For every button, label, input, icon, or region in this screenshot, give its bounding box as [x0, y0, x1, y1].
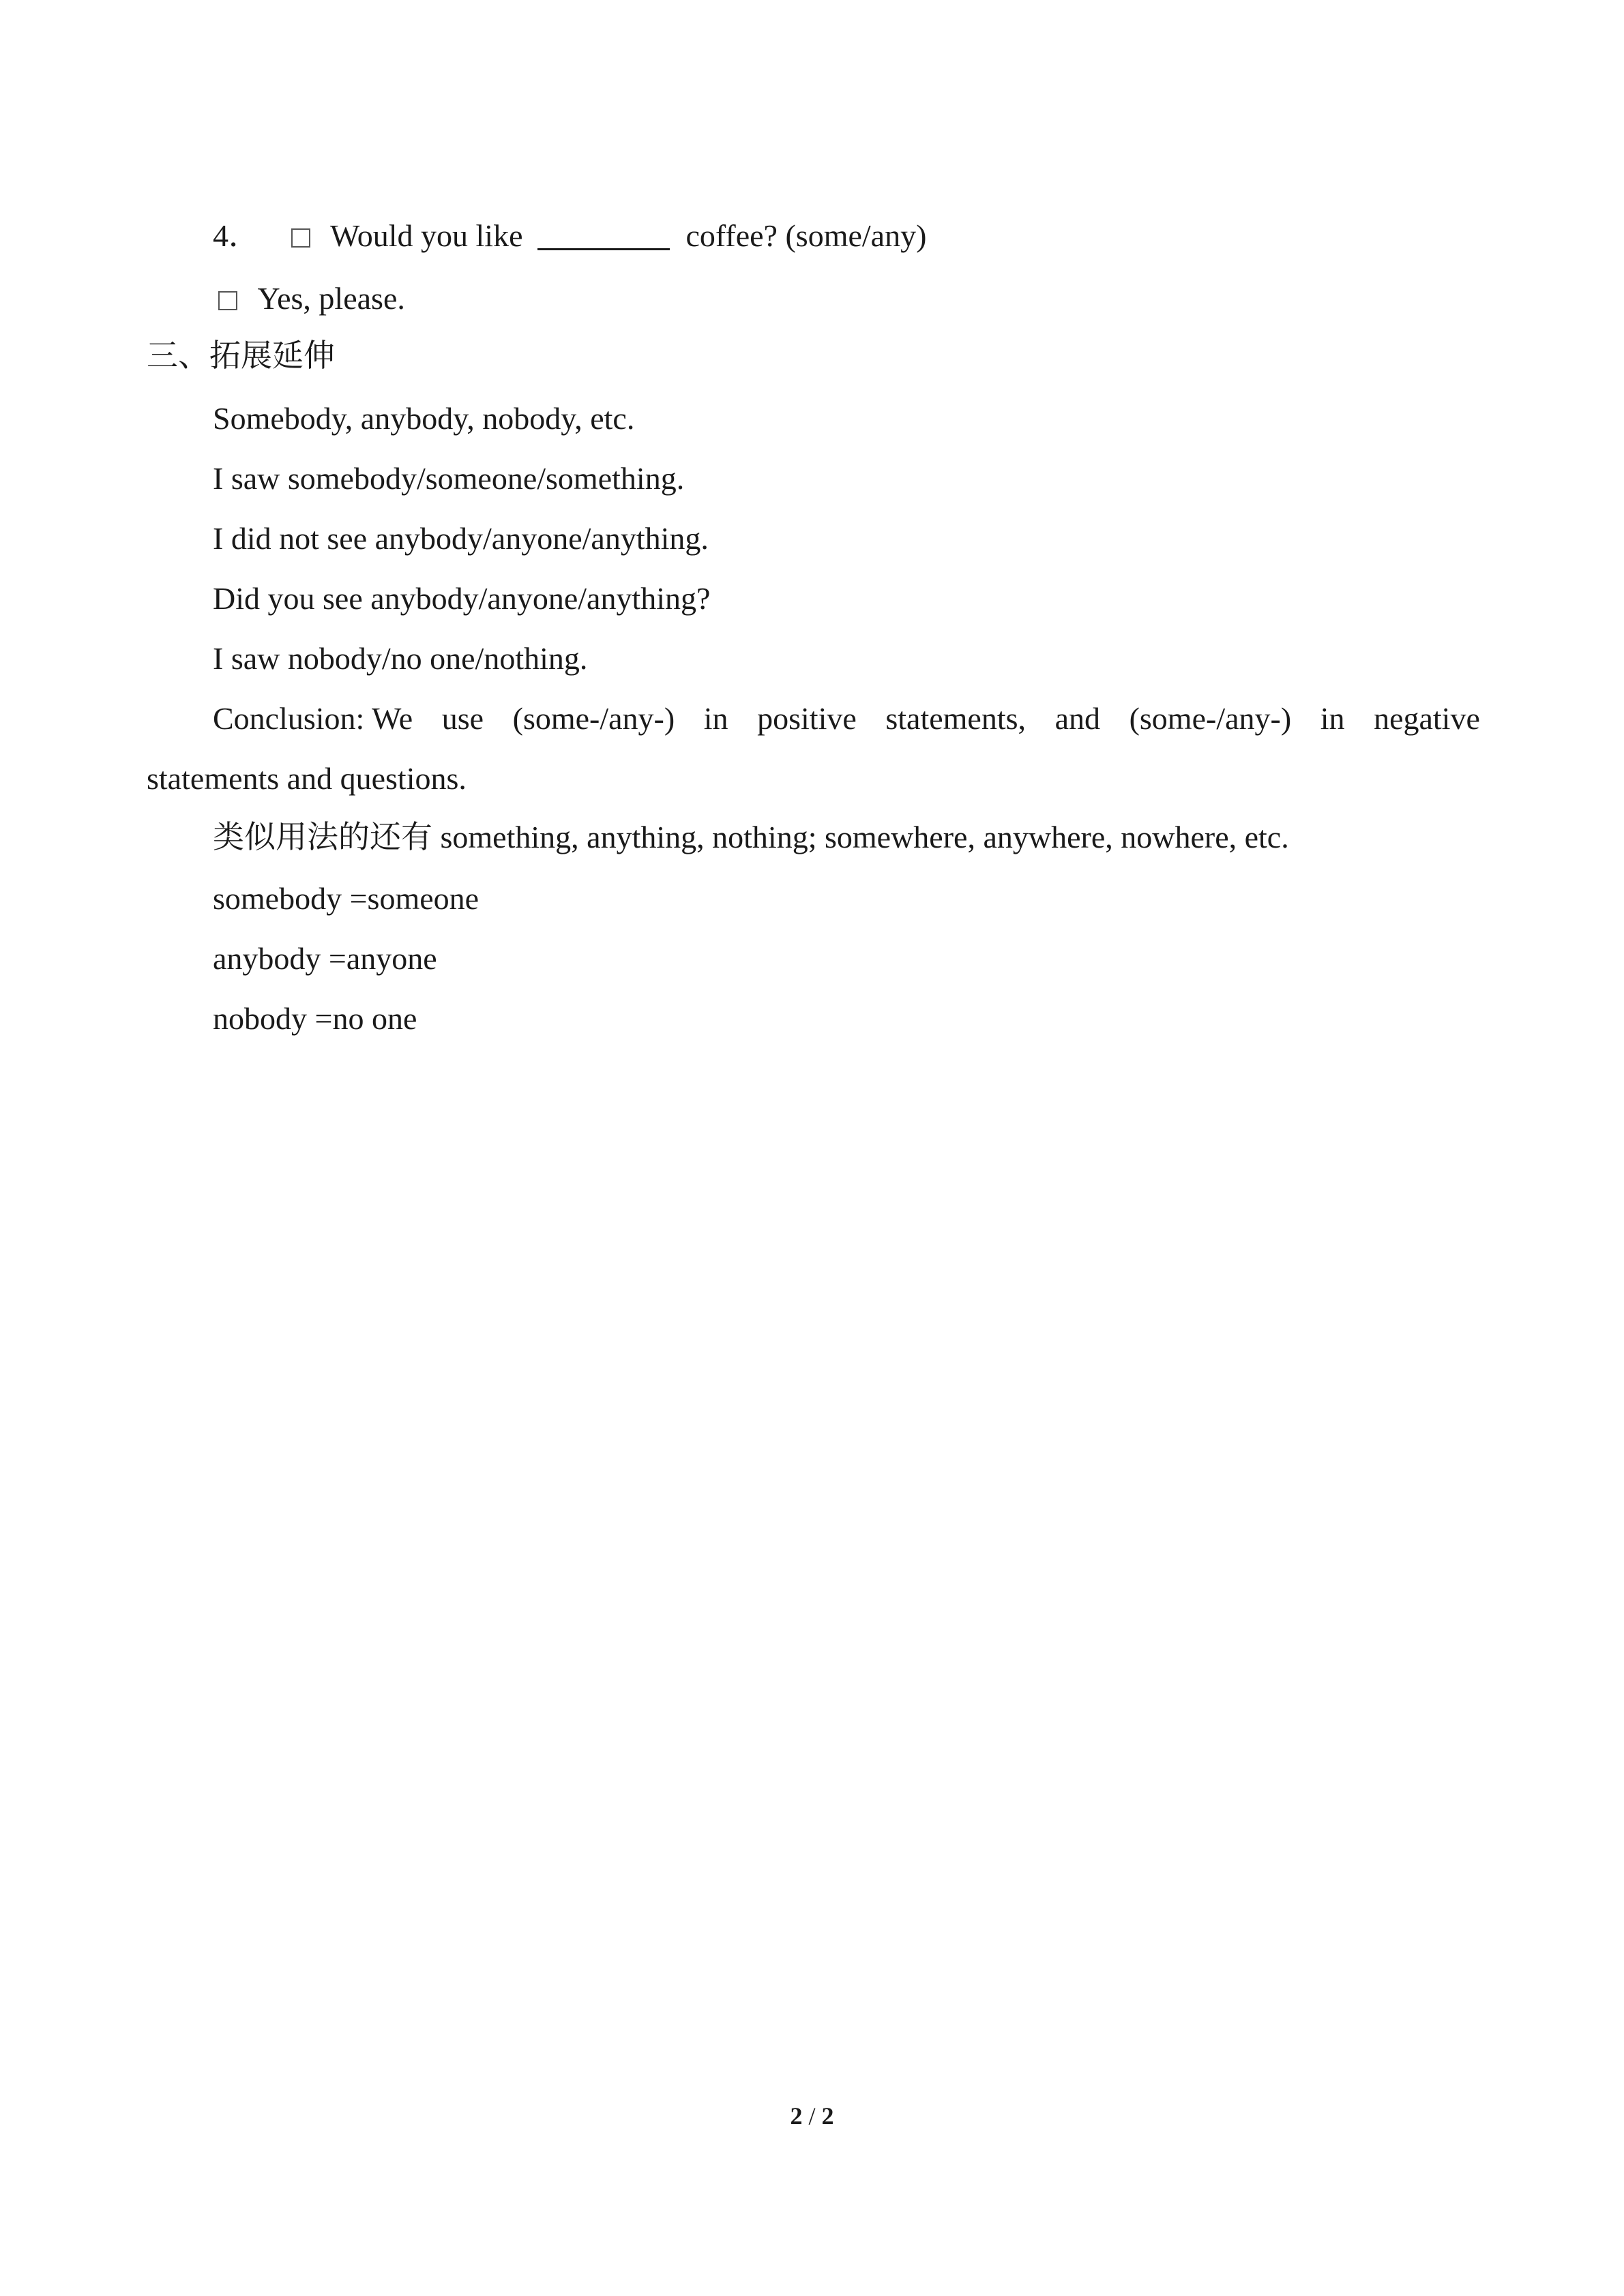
conclusion-continuation: statements and questions.	[147, 761, 467, 796]
speaker-box-icon	[291, 228, 310, 248]
example-line: I saw somebody/someone/something.	[213, 461, 685, 496]
similar-usage-line: 类似用法的还有 something, anything, nothing; somewhere, anywhere, nowhere, etc.	[213, 820, 1289, 854]
total-pages: 2	[821, 2102, 834, 2130]
equivalence-line: anybody =anyone	[213, 941, 437, 976]
answer-blank	[537, 221, 670, 250]
example-line: I did not see anybody/anyone/anything.	[213, 521, 709, 556]
conclusion-word: statements,	[885, 701, 1027, 736]
conclusion-word: positive	[757, 701, 857, 736]
section-heading: 三、拓展延伸	[147, 338, 335, 373]
conclusion-word: in	[1320, 701, 1345, 736]
example-line: Somebody, anybody, nobody, etc.	[213, 401, 635, 436]
page-number	[0, 2102, 1624, 2130]
example-line: I saw nobody/no one/nothing.	[213, 641, 588, 676]
conclusion-word: and	[1054, 701, 1101, 736]
conclusion-word: (some-/any-)	[512, 701, 675, 736]
equivalence-line: somebody =someone	[213, 881, 479, 916]
equivalence-line: nobody =no one	[213, 1001, 417, 1036]
question-prompt-start: Would you like	[330, 218, 523, 253]
speaker-box-icon	[218, 291, 237, 310]
conclusion-line	[213, 700, 1480, 738]
conclusion-word: negative	[1374, 701, 1480, 736]
conclusion-word: use	[441, 701, 484, 736]
question-4-response	[213, 280, 405, 318]
question-number: 4．	[213, 218, 260, 253]
question-prompt-end: coffee? (some/any)	[685, 218, 927, 253]
conclusion-word: (some-/any-)	[1129, 701, 1292, 736]
conclusion-word: in	[703, 701, 728, 736]
page-separator: /	[808, 2102, 816, 2130]
response-text: Yes, please.	[257, 281, 405, 316]
example-line: Did you see anybody/anyone/anything?	[213, 581, 711, 616]
question-4	[213, 217, 926, 255]
conclusion-word: Conclusion: We	[213, 701, 413, 736]
current-page: 2	[790, 2102, 803, 2130]
